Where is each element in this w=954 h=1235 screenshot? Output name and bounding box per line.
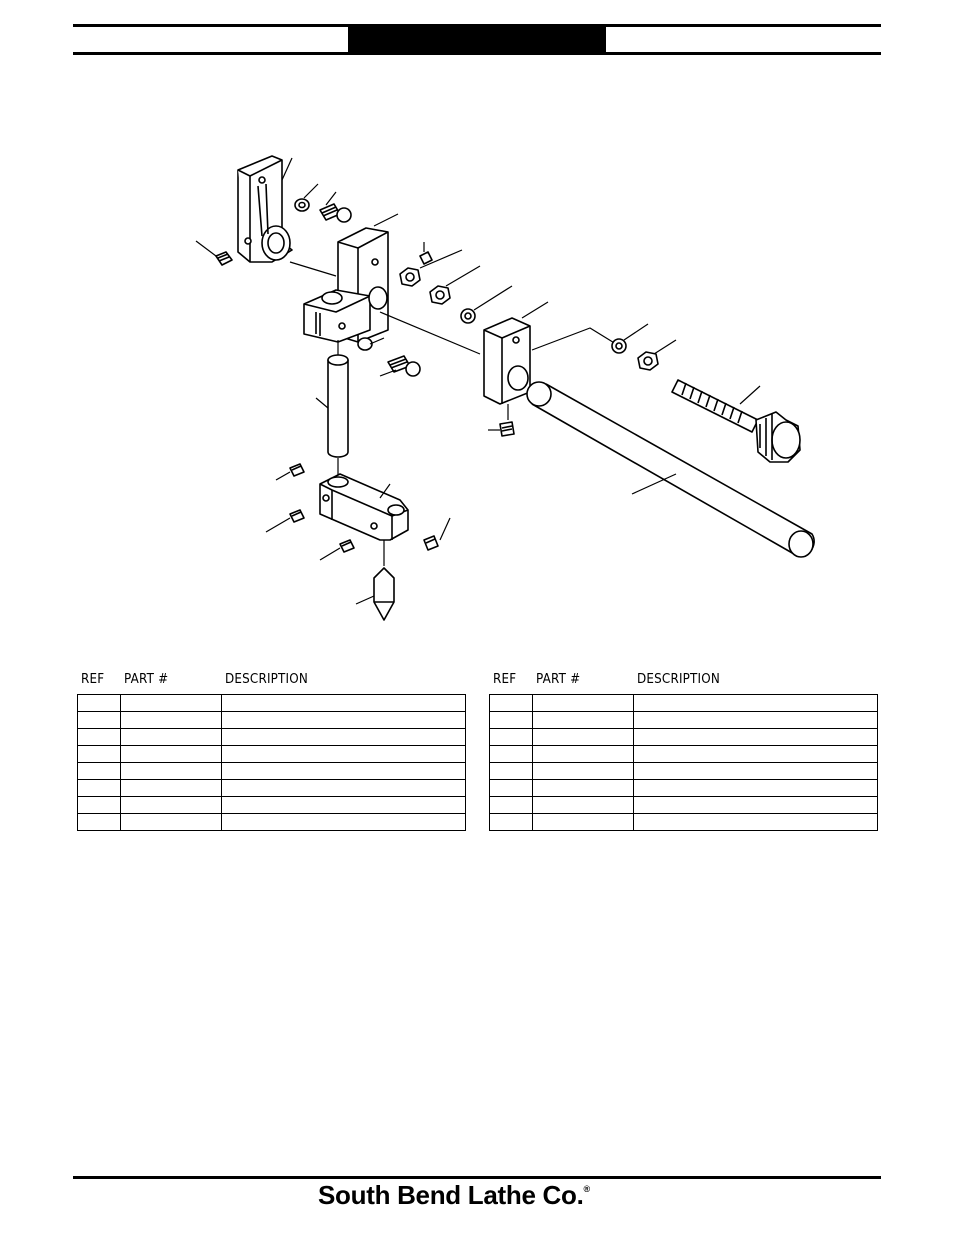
- table-row: [490, 712, 878, 729]
- registered-mark: ®: [583, 1184, 590, 1194]
- swivel-block: [304, 228, 388, 342]
- description-header: DESCRIPTION: [225, 672, 308, 687]
- set-screw-lower: [358, 338, 420, 376]
- table-row: [78, 712, 466, 729]
- rod-clamp: [484, 318, 530, 404]
- long-rod: [527, 382, 814, 557]
- hex-nut-3: [638, 352, 658, 370]
- mounting-bracket: [238, 156, 292, 262]
- table-row: [490, 797, 878, 814]
- table-row: [490, 780, 878, 797]
- part-number-header: PART #: [536, 672, 581, 687]
- washer-mid: [461, 309, 475, 323]
- description-header: DESCRIPTION: [637, 672, 720, 687]
- adjusting-screw: [672, 380, 800, 462]
- table-row: [490, 729, 878, 746]
- table-row: [78, 763, 466, 780]
- ref-header: REF: [81, 672, 105, 687]
- washer-top: [295, 199, 309, 211]
- table-row: [78, 695, 466, 712]
- table-row: [490, 746, 878, 763]
- brand-logo: [318, 1180, 590, 1211]
- pointer-tip: [374, 568, 394, 620]
- table-row: [78, 746, 466, 763]
- table-row: [490, 763, 878, 780]
- washer-right: [612, 339, 626, 353]
- set-screw-arm-2: [290, 510, 304, 522]
- set-screw-arm-4: [424, 536, 438, 550]
- brand-name: South Bend Lathe Co.: [318, 1180, 584, 1210]
- ref-header: REF: [493, 672, 517, 687]
- table-row: [78, 814, 466, 831]
- table-row: [78, 729, 466, 746]
- set-screw-clamp: [500, 422, 514, 436]
- vertical-post: [328, 355, 348, 457]
- table-row: [78, 797, 466, 814]
- table-row: [490, 695, 878, 712]
- set-screw-right-small: [420, 252, 432, 264]
- hex-nut-2: [430, 286, 450, 304]
- set-screw-arm-1: [290, 464, 304, 476]
- table-row: [490, 814, 878, 831]
- lower-arm: [320, 474, 408, 540]
- hex-nut-1: [400, 268, 420, 286]
- cap-screw-top: [320, 204, 351, 222]
- footer-rule: [73, 1176, 881, 1179]
- parts-grid: [489, 694, 878, 831]
- part-number-header: PART #: [124, 672, 169, 687]
- parts-grid: [77, 694, 466, 831]
- set-screw-left: [216, 252, 232, 265]
- set-screw-arm-3: [340, 540, 354, 552]
- table-row: [78, 780, 466, 797]
